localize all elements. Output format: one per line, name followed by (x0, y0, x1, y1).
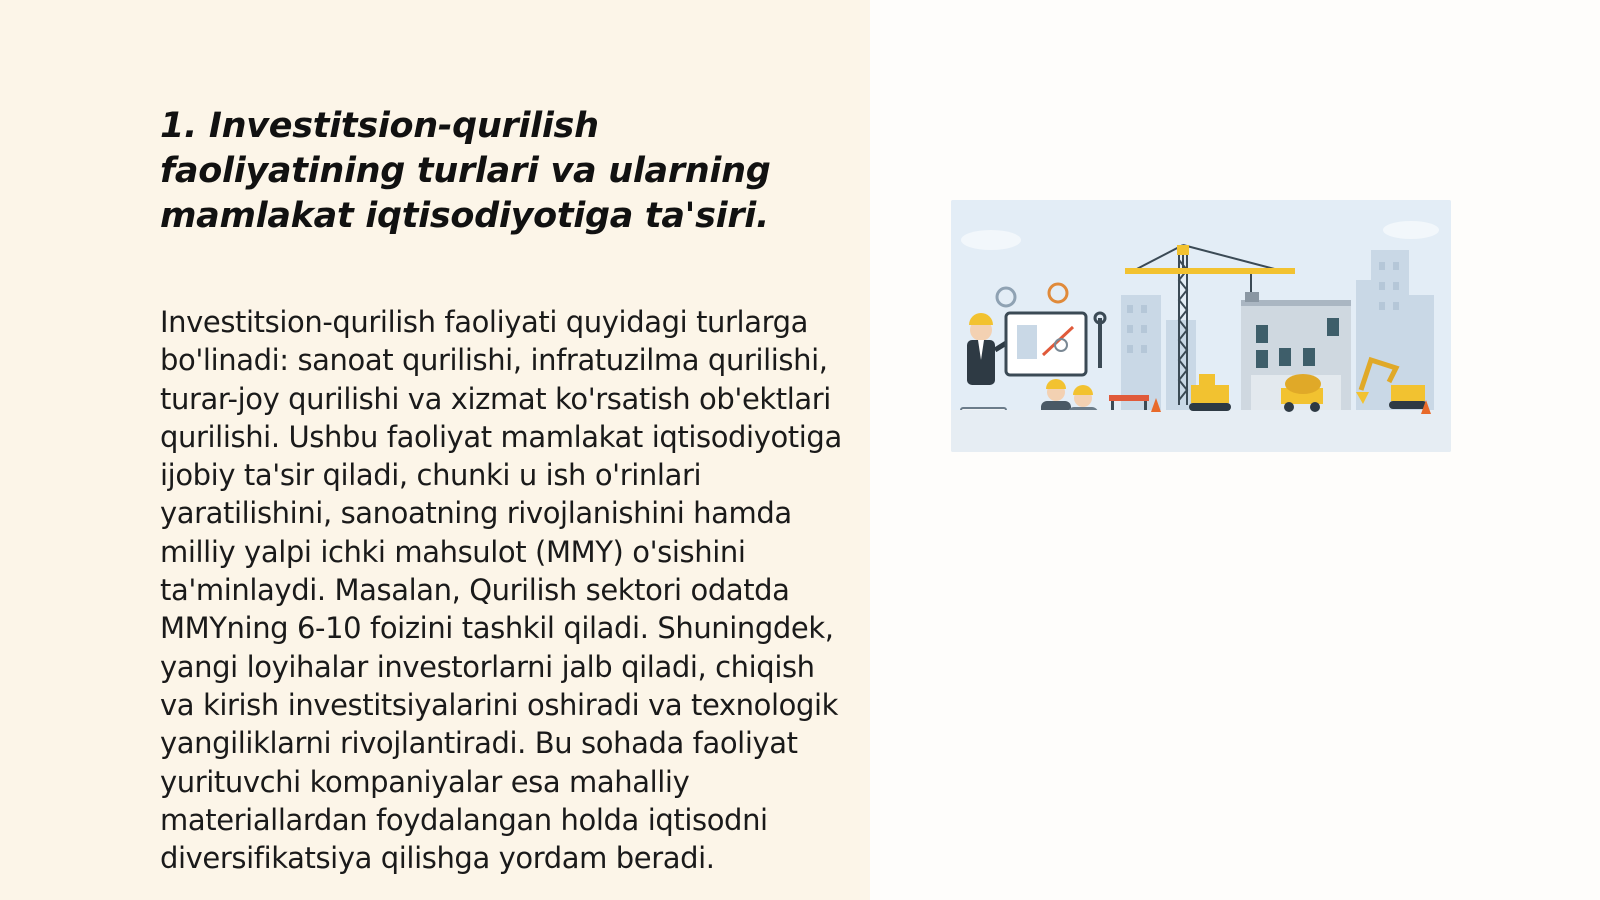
slide-body-text: Investitsion-qurilish faoliyati quyidagi turlarga bo'linadi: sanoat qurilishi, infratuzilma qurilishi, turar-joy qurilishi va xizmat ko'rsatish ob'ektlari qurilishi. Ushbu faoliyat mamlakat iqtisodiyotiga ijobiy ta'sir qiladi, chunki u ish o'rinlari yaratilishini, sanoatning rivojlanishini hamda milliy yalpi ichki mahsulot (MMY) o'sishini ta'minlaydi. Masalan, Qurilish sektori odatda MMYning 6-10 foizini tashkil qiladi. Shuningdek, yangi loyihalar investorlarni jalb qiladi, chiqish va kirish investitsiyalarini oshiradi va texnologik yangiliklarni rivojlantiradi. Bu sohada faoliyat yurituvchi kompaniyalar esa mahalliy materiallardan foydalangan holda iqtisodni diversifikatsiya qilishga yordam beradi. (160, 305, 842, 876)
construction-site-image (951, 200, 1451, 452)
construction-illustration (951, 200, 1451, 452)
presentation-board (1006, 313, 1086, 375)
slide-title: 1. Investitsion-qurilish faoliyatining turlari va ularning mamlakat iqtisodiyotiga ta'siri. (160, 106, 771, 236)
